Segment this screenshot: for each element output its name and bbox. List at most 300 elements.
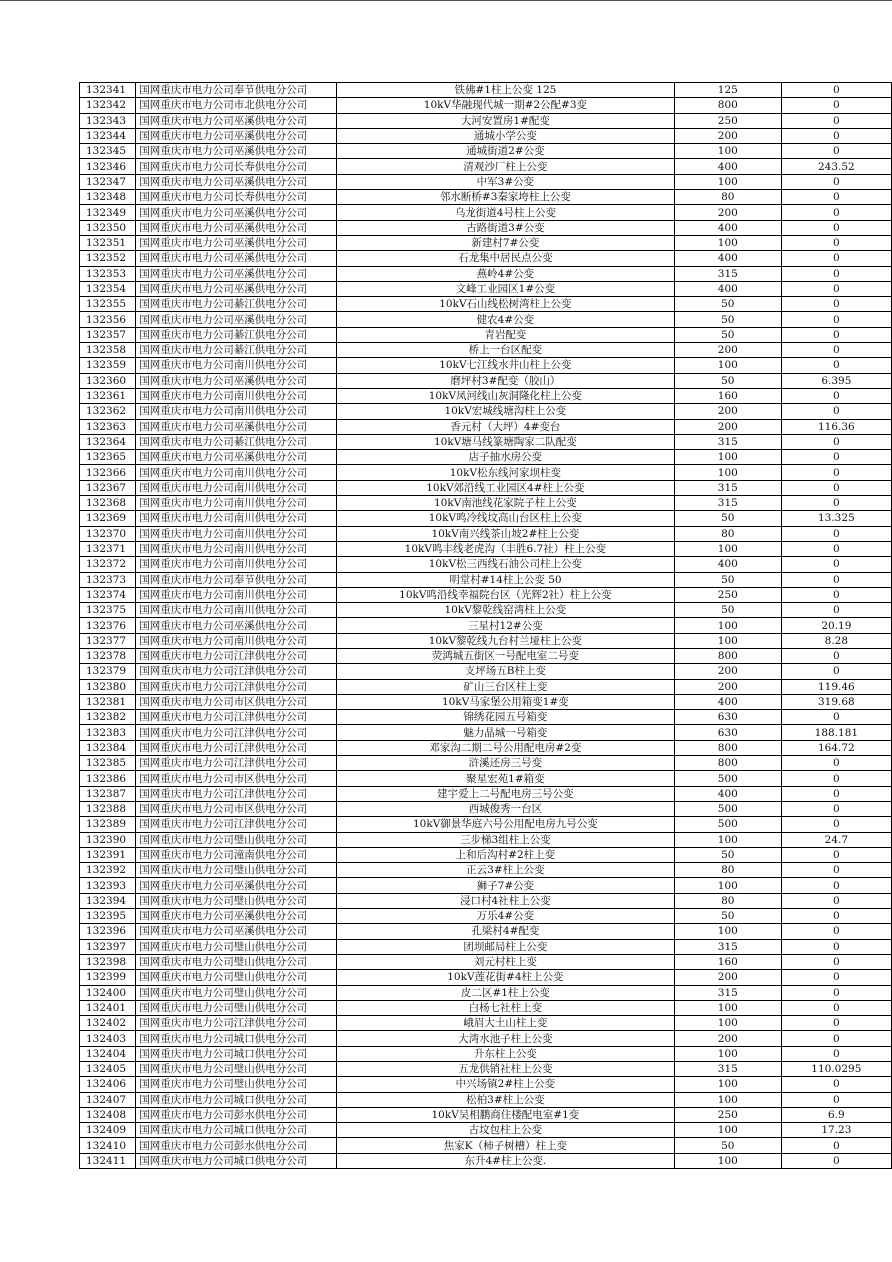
table-row bbox=[80, 450, 892, 465]
row-id: 132398 bbox=[80, 954, 136, 969]
table-row bbox=[80, 893, 892, 908]
capacity-cell: 630 bbox=[674, 725, 781, 740]
company-cell: 国网重庆市电力公司南川供电分公司 bbox=[136, 633, 337, 648]
capacity-cell: 50 bbox=[674, 572, 781, 587]
company-cell: 国网重庆市电力公司璧山供电分公司 bbox=[136, 863, 337, 878]
company-cell: 国网重庆市电力公司城口供电分公司 bbox=[136, 1031, 337, 1046]
row-id: 132351 bbox=[80, 235, 136, 250]
company-cell: 国网重庆市电力公司巫溪供电分公司 bbox=[136, 174, 337, 189]
transformer-name-cell: 10kV鸣冷线坟高山台区柱上公变 bbox=[336, 511, 674, 526]
capacity-cell: 200 bbox=[674, 1031, 781, 1046]
value-cell: 0 bbox=[781, 297, 891, 312]
table-row bbox=[80, 725, 892, 740]
value-cell: 0 bbox=[781, 603, 891, 618]
value-cell: 0 bbox=[781, 174, 891, 189]
table-row bbox=[80, 541, 892, 556]
company-cell: 国网重庆市电力公司南川供电分公司 bbox=[136, 496, 337, 511]
capacity-cell: 50 bbox=[674, 511, 781, 526]
row-id: 132367 bbox=[80, 480, 136, 495]
row-id: 132381 bbox=[80, 694, 136, 709]
value-cell: 188.181 bbox=[781, 725, 891, 740]
row-id: 132375 bbox=[80, 603, 136, 618]
company-cell: 国网重庆市电力公司璧山供电分公司 bbox=[136, 970, 337, 985]
transformer-name-cell: 古路街道3#公变 bbox=[336, 220, 674, 235]
table-body bbox=[80, 83, 892, 1169]
value-cell: 0 bbox=[781, 465, 891, 480]
company-cell: 国网重庆市电力公司璧山供电分公司 bbox=[136, 954, 337, 969]
company-cell: 国网重庆市电力公司城口供电分公司 bbox=[136, 1153, 337, 1168]
transformer-name-cell: 磨坪村3#配变（胶山） bbox=[336, 373, 674, 388]
transformer-name-cell: 西城俊秀一台区 bbox=[336, 801, 674, 816]
value-cell: 0 bbox=[781, 572, 891, 587]
transformer-name-cell: 万乐4#公变 bbox=[336, 909, 674, 924]
table-row bbox=[80, 970, 892, 985]
table-row bbox=[80, 1000, 892, 1015]
capacity-cell: 200 bbox=[674, 128, 781, 143]
row-id: 132359 bbox=[80, 358, 136, 373]
capacity-cell: 100 bbox=[674, 358, 781, 373]
table-row bbox=[80, 557, 892, 572]
row-id: 132405 bbox=[80, 1062, 136, 1077]
row-id: 132394 bbox=[80, 893, 136, 908]
row-id: 132354 bbox=[80, 281, 136, 296]
value-cell: 0 bbox=[781, 235, 891, 250]
row-id: 132391 bbox=[80, 847, 136, 862]
capacity-cell: 100 bbox=[674, 878, 781, 893]
row-id: 132386 bbox=[80, 771, 136, 786]
row-id: 132406 bbox=[80, 1077, 136, 1092]
capacity-cell: 315 bbox=[674, 939, 781, 954]
capacity-cell: 250 bbox=[674, 587, 781, 602]
value-cell: 0 bbox=[781, 801, 891, 816]
capacity-cell: 50 bbox=[674, 373, 781, 388]
capacity-cell: 200 bbox=[674, 419, 781, 434]
company-cell: 国网重庆市电力公司巫溪供电分公司 bbox=[136, 281, 337, 296]
table-row bbox=[80, 511, 892, 526]
value-cell: 0 bbox=[781, 281, 891, 296]
company-cell: 国网重庆市电力公司巫溪供电分公司 bbox=[136, 878, 337, 893]
capacity-cell: 100 bbox=[674, 235, 781, 250]
value-cell: 0 bbox=[781, 83, 891, 98]
capacity-cell: 80 bbox=[674, 863, 781, 878]
value-cell: 0 bbox=[781, 526, 891, 541]
value-cell: 0 bbox=[781, 557, 891, 572]
transformer-name-cell: 明堂村#14柱上公变 50 bbox=[336, 572, 674, 587]
transformer-name-cell: 铁佛#1柱上公变 125 bbox=[336, 83, 674, 98]
value-cell: 0 bbox=[781, 756, 891, 771]
row-id: 132371 bbox=[80, 541, 136, 556]
transformer-name-cell: 矿山三台区柱上变 bbox=[336, 679, 674, 694]
table-row bbox=[80, 190, 892, 205]
transformer-name-cell: 中兴场镇2#柱上公变 bbox=[336, 1077, 674, 1092]
table-row bbox=[80, 1138, 892, 1153]
transformer-name-cell: 10kV御景华庭六号公用配电房九号公变 bbox=[336, 817, 674, 832]
value-cell: 0 bbox=[781, 985, 891, 1000]
table-row bbox=[80, 786, 892, 801]
row-id: 132365 bbox=[80, 450, 136, 465]
company-cell: 国网重庆市电力公司南川供电分公司 bbox=[136, 511, 337, 526]
row-id: 132380 bbox=[80, 679, 136, 694]
table-row bbox=[80, 266, 892, 281]
value-cell: 0 bbox=[781, 113, 891, 128]
capacity-cell: 100 bbox=[674, 1000, 781, 1015]
capacity-cell: 80 bbox=[674, 190, 781, 205]
table-row bbox=[80, 174, 892, 189]
transformer-name-cell: 10kV松三西线石油公司柱上公变 bbox=[336, 557, 674, 572]
capacity-cell: 80 bbox=[674, 893, 781, 908]
company-cell: 国网重庆市电力公司江津供电分公司 bbox=[136, 817, 337, 832]
value-cell: 0 bbox=[781, 190, 891, 205]
value-cell: 0 bbox=[781, 266, 891, 281]
capacity-cell: 200 bbox=[674, 970, 781, 985]
value-cell: 0 bbox=[781, 434, 891, 449]
value-cell: 13.325 bbox=[781, 511, 891, 526]
value-cell: 0 bbox=[781, 909, 891, 924]
capacity-cell: 125 bbox=[674, 83, 781, 98]
table-row bbox=[80, 801, 892, 816]
value-cell: 0 bbox=[781, 251, 891, 266]
value-cell: 0 bbox=[781, 312, 891, 327]
value-cell: 0 bbox=[781, 1000, 891, 1015]
company-cell: 国网重庆市电力公司璧山供电分公司 bbox=[136, 893, 337, 908]
value-cell: 0 bbox=[781, 924, 891, 939]
table-row bbox=[80, 98, 892, 113]
transformer-name-cell: 10kV松东线河家坝柱变 bbox=[336, 465, 674, 480]
transformer-name-cell: 10kV莲花街#4柱上公变 bbox=[336, 970, 674, 985]
table-row bbox=[80, 205, 892, 220]
company-cell: 国网重庆市电力公司市区供电分公司 bbox=[136, 694, 337, 709]
company-cell: 国网重庆市电力公司潼南供电分公司 bbox=[136, 847, 337, 862]
table-row bbox=[80, 343, 892, 358]
row-id: 132383 bbox=[80, 725, 136, 740]
capacity-cell: 315 bbox=[674, 985, 781, 1000]
table-row bbox=[80, 1016, 892, 1031]
capacity-cell: 100 bbox=[674, 924, 781, 939]
row-id: 132404 bbox=[80, 1046, 136, 1061]
capacity-cell: 100 bbox=[674, 1046, 781, 1061]
capacity-cell: 250 bbox=[674, 113, 781, 128]
company-cell: 国网重庆市电力公司綦江供电分公司 bbox=[136, 327, 337, 342]
company-cell: 国网重庆市电力公司巫溪供电分公司 bbox=[136, 312, 337, 327]
row-id: 132363 bbox=[80, 419, 136, 434]
value-cell: 0 bbox=[781, 847, 891, 862]
capacity-cell: 400 bbox=[674, 251, 781, 266]
row-id: 132390 bbox=[80, 832, 136, 847]
row-id: 132409 bbox=[80, 1123, 136, 1138]
table-row bbox=[80, 1153, 892, 1168]
company-cell: 国网重庆市电力公司巫溪供电分公司 bbox=[136, 266, 337, 281]
company-cell: 国网重庆市电力公司巫溪供电分公司 bbox=[136, 419, 337, 434]
capacity-cell: 500 bbox=[674, 817, 781, 832]
transformer-name-cell: 通城小学公变 bbox=[336, 128, 674, 143]
transformer-name-cell: 燕岭4#公变 bbox=[336, 266, 674, 281]
row-id: 132357 bbox=[80, 327, 136, 342]
company-cell: 国网重庆市电力公司南川供电分公司 bbox=[136, 358, 337, 373]
table-row bbox=[80, 1123, 892, 1138]
table-row bbox=[80, 480, 892, 495]
capacity-cell: 200 bbox=[674, 679, 781, 694]
company-cell: 国网重庆市电力公司南川供电分公司 bbox=[136, 587, 337, 602]
table-row bbox=[80, 113, 892, 128]
capacity-cell: 800 bbox=[674, 648, 781, 663]
company-cell: 国网重庆市电力公司江津供电分公司 bbox=[136, 664, 337, 679]
transformer-name-cell: 魅力晶城一号箱变 bbox=[336, 725, 674, 740]
row-id: 132362 bbox=[80, 404, 136, 419]
capacity-cell: 100 bbox=[674, 174, 781, 189]
capacity-cell: 100 bbox=[674, 450, 781, 465]
capacity-cell: 160 bbox=[674, 388, 781, 403]
transformer-name-cell: 10kV南兴线茶山坡2#柱上公变 bbox=[336, 526, 674, 541]
company-cell: 国网重庆市电力公司江津供电分公司 bbox=[136, 786, 337, 801]
table-row bbox=[80, 496, 892, 511]
table-row bbox=[80, 1092, 892, 1107]
transformer-name-cell: 店子抽水房公变 bbox=[336, 450, 674, 465]
table-row bbox=[80, 1107, 892, 1122]
capacity-cell: 315 bbox=[674, 480, 781, 495]
company-cell: 国网重庆市电力公司城口供电分公司 bbox=[136, 1123, 337, 1138]
row-id: 132349 bbox=[80, 205, 136, 220]
row-id: 132374 bbox=[80, 587, 136, 602]
capacity-cell: 400 bbox=[674, 694, 781, 709]
capacity-cell: 50 bbox=[674, 847, 781, 862]
transformer-name-cell: 锦绣花园五号箱变 bbox=[336, 710, 674, 725]
table-row bbox=[80, 358, 892, 373]
capacity-cell: 315 bbox=[674, 266, 781, 281]
table-row bbox=[80, 1062, 892, 1077]
transformer-name-cell: 10kV宏城线塘沟柱上公变 bbox=[336, 404, 674, 419]
transformer-name-cell: 10kV黎乾线九台村兰垭柱上公变 bbox=[336, 633, 674, 648]
row-id: 132401 bbox=[80, 1000, 136, 1015]
table-row bbox=[80, 633, 892, 648]
capacity-cell: 100 bbox=[674, 832, 781, 847]
company-cell: 国网重庆市电力公司巫溪供电分公司 bbox=[136, 251, 337, 266]
table-row bbox=[80, 679, 892, 694]
value-cell: 0 bbox=[781, 1016, 891, 1031]
value-cell: 0 bbox=[781, 1138, 891, 1153]
capacity-cell: 800 bbox=[674, 98, 781, 113]
transformer-name-cell: 浸口村4社柱上公变 bbox=[336, 893, 674, 908]
value-cell: 243.52 bbox=[781, 159, 891, 174]
table-row bbox=[80, 327, 892, 342]
table-row bbox=[80, 756, 892, 771]
company-cell: 国网重庆市电力公司綦江供电分公司 bbox=[136, 343, 337, 358]
row-id: 132361 bbox=[80, 388, 136, 403]
capacity-cell: 100 bbox=[674, 465, 781, 480]
company-cell: 国网重庆市电力公司南川供电分公司 bbox=[136, 388, 337, 403]
row-id: 132387 bbox=[80, 786, 136, 801]
transformer-name-cell: 乌龙街道4号柱上公变 bbox=[336, 205, 674, 220]
company-cell: 国网重庆市电力公司綦江供电分公司 bbox=[136, 434, 337, 449]
value-cell: 20.19 bbox=[781, 618, 891, 633]
row-id: 132355 bbox=[80, 297, 136, 312]
company-cell: 国网重庆市电力公司南川供电分公司 bbox=[136, 526, 337, 541]
transformer-name-cell: 上和后沟村#2柱上变 bbox=[336, 847, 674, 862]
company-cell: 国网重庆市电力公司江津供电分公司 bbox=[136, 1016, 337, 1031]
row-id: 132403 bbox=[80, 1031, 136, 1046]
capacity-cell: 50 bbox=[674, 1138, 781, 1153]
value-cell: 0 bbox=[781, 648, 891, 663]
row-id: 132397 bbox=[80, 939, 136, 954]
capacity-cell: 200 bbox=[674, 343, 781, 358]
row-id: 132385 bbox=[80, 756, 136, 771]
row-id: 132411 bbox=[80, 1153, 136, 1168]
capacity-cell: 250 bbox=[674, 1107, 781, 1122]
table-row bbox=[80, 465, 892, 480]
row-id: 132400 bbox=[80, 985, 136, 1000]
transformer-name-cell: 峨眉大土山柱上变 bbox=[336, 1016, 674, 1031]
row-id: 132368 bbox=[80, 496, 136, 511]
value-cell: 0 bbox=[781, 144, 891, 159]
transformer-name-cell: 焦家K（柿子树槽）柱上变 bbox=[336, 1138, 674, 1153]
value-cell: 0 bbox=[781, 664, 891, 679]
row-id: 132399 bbox=[80, 970, 136, 985]
transformer-name-cell: 孔梁村4#配变 bbox=[336, 924, 674, 939]
table-row bbox=[80, 740, 892, 755]
value-cell: 0 bbox=[781, 771, 891, 786]
value-cell: 116.36 bbox=[781, 419, 891, 434]
transformer-name-cell: 10kV马家堡公用箱变1#变 bbox=[336, 694, 674, 709]
capacity-cell: 100 bbox=[674, 541, 781, 556]
value-cell: 0 bbox=[781, 954, 891, 969]
table-row bbox=[80, 159, 892, 174]
row-id: 132396 bbox=[80, 924, 136, 939]
table-row bbox=[80, 832, 892, 847]
top-rule bbox=[0, 0, 892, 1]
capacity-cell: 100 bbox=[674, 633, 781, 648]
capacity-cell: 315 bbox=[674, 434, 781, 449]
row-id: 132347 bbox=[80, 174, 136, 189]
table-row bbox=[80, 924, 892, 939]
company-cell: 国网重庆市电力公司巫溪供电分公司 bbox=[136, 128, 337, 143]
transformer-name-cell: 浒溪还房三号变 bbox=[336, 756, 674, 771]
company-cell: 国网重庆市电力公司长寿供电分公司 bbox=[136, 190, 337, 205]
value-cell: 0 bbox=[781, 327, 891, 342]
value-cell: 8.28 bbox=[781, 633, 891, 648]
row-id: 132370 bbox=[80, 526, 136, 541]
company-cell: 国网重庆市电力公司南川供电分公司 bbox=[136, 541, 337, 556]
capacity-cell: 400 bbox=[674, 281, 781, 296]
transformer-name-cell: 狮子7#公变 bbox=[336, 878, 674, 893]
company-cell: 国网重庆市电力公司南川供电分公司 bbox=[136, 603, 337, 618]
transformer-name-cell: 10kV郊沿线工业园区4#柱上公变 bbox=[336, 480, 674, 495]
capacity-cell: 500 bbox=[674, 801, 781, 816]
capacity-cell: 80 bbox=[674, 526, 781, 541]
value-cell: 0 bbox=[781, 480, 891, 495]
transformer-name-cell: 10kV南池线花家院子柱上公变 bbox=[336, 496, 674, 511]
row-id: 132377 bbox=[80, 633, 136, 648]
table-row bbox=[80, 419, 892, 434]
company-cell: 国网重庆市电力公司奉节供电分公司 bbox=[136, 83, 337, 98]
company-cell: 国网重庆市电力公司巫溪供电分公司 bbox=[136, 220, 337, 235]
value-cell: 6.395 bbox=[781, 373, 891, 388]
table-row bbox=[80, 434, 892, 449]
value-cell: 0 bbox=[781, 939, 891, 954]
company-cell: 国网重庆市电力公司市区供电分公司 bbox=[136, 771, 337, 786]
transformer-name-cell: 香元村（大坪）4#变台 bbox=[336, 419, 674, 434]
table-row bbox=[80, 694, 892, 709]
table-row bbox=[80, 312, 892, 327]
row-id: 132382 bbox=[80, 710, 136, 725]
table-row bbox=[80, 404, 892, 419]
company-cell: 国网重庆市电力公司璧山供电分公司 bbox=[136, 939, 337, 954]
row-id: 132345 bbox=[80, 144, 136, 159]
capacity-cell: 50 bbox=[674, 327, 781, 342]
value-cell: 0 bbox=[781, 786, 891, 801]
capacity-cell: 315 bbox=[674, 496, 781, 511]
table-row bbox=[80, 939, 892, 954]
value-cell: 0 bbox=[781, 863, 891, 878]
table-row bbox=[80, 235, 892, 250]
value-cell: 0 bbox=[781, 98, 891, 113]
row-id: 132344 bbox=[80, 128, 136, 143]
row-id: 132360 bbox=[80, 373, 136, 388]
row-id: 132346 bbox=[80, 159, 136, 174]
table-row bbox=[80, 648, 892, 663]
row-id: 132343 bbox=[80, 113, 136, 128]
company-cell: 国网重庆市电力公司巫溪供电分公司 bbox=[136, 373, 337, 388]
transformer-name-cell: 通城街道2#公变 bbox=[336, 144, 674, 159]
table-row bbox=[80, 1031, 892, 1046]
row-id: 132358 bbox=[80, 343, 136, 358]
table-row bbox=[80, 618, 892, 633]
value-cell: 0 bbox=[781, 817, 891, 832]
transformer-name-cell: 10kV凤河线山灰洞隆化柱上公变 bbox=[336, 388, 674, 403]
transformer-name-cell: 健农4#公变 bbox=[336, 312, 674, 327]
row-id: 132384 bbox=[80, 740, 136, 755]
row-id: 132379 bbox=[80, 664, 136, 679]
company-cell: 国网重庆市电力公司璧山供电分公司 bbox=[136, 1077, 337, 1092]
capacity-cell: 100 bbox=[674, 1153, 781, 1168]
value-cell: 0 bbox=[781, 388, 891, 403]
value-cell: 0 bbox=[781, 587, 891, 602]
transformer-name-cell: 聚星宏苑1#箱变 bbox=[336, 771, 674, 786]
table-row bbox=[80, 587, 892, 602]
transformer-name-cell: 清观沙厂柱上公变 bbox=[336, 159, 674, 174]
transformer-name-cell: 支坪场五B柱上变 bbox=[336, 664, 674, 679]
capacity-cell: 50 bbox=[674, 297, 781, 312]
company-cell: 国网重庆市电力公司江津供电分公司 bbox=[136, 710, 337, 725]
transformer-name-cell: 皮二区#1柱上公变 bbox=[336, 985, 674, 1000]
company-cell: 国网重庆市电力公司江津供电分公司 bbox=[136, 725, 337, 740]
capacity-cell: 100 bbox=[674, 1123, 781, 1138]
table-row bbox=[80, 771, 892, 786]
row-id: 132407 bbox=[80, 1092, 136, 1107]
transformer-name-cell: 新建村7#公变 bbox=[336, 235, 674, 250]
company-cell: 国网重庆市电力公司巫溪供电分公司 bbox=[136, 113, 337, 128]
capacity-cell: 400 bbox=[674, 786, 781, 801]
table-row bbox=[80, 847, 892, 862]
table-row bbox=[80, 251, 892, 266]
value-cell: 0 bbox=[781, 220, 891, 235]
capacity-cell: 160 bbox=[674, 954, 781, 969]
transformer-name-cell: 五龙供销社柱上公变 bbox=[336, 1062, 674, 1077]
company-cell: 国网重庆市电力公司璧山供电分公司 bbox=[136, 985, 337, 1000]
capacity-cell: 400 bbox=[674, 557, 781, 572]
transformer-name-cell: 邻水断桥#3秦家垮柱上公变 bbox=[336, 190, 674, 205]
capacity-cell: 500 bbox=[674, 771, 781, 786]
transformer-name-cell: 荧鸿城五街区一号配电室二号变 bbox=[336, 648, 674, 663]
transformer-name-cell: 三步梯3组柱上公变 bbox=[336, 832, 674, 847]
value-cell: 0 bbox=[781, 343, 891, 358]
table-row bbox=[80, 297, 892, 312]
value-cell: 0 bbox=[781, 1153, 891, 1168]
transformer-name-cell: 10kV黎乾线窑湾柱上公变 bbox=[336, 603, 674, 618]
capacity-cell: 100 bbox=[674, 1077, 781, 1092]
company-cell: 国网重庆市电力公司巫溪供电分公司 bbox=[136, 235, 337, 250]
row-id: 132353 bbox=[80, 266, 136, 281]
company-cell: 国网重庆市电力公司江津供电分公司 bbox=[136, 648, 337, 663]
transformer-name-cell: 中军3#公变 bbox=[336, 174, 674, 189]
